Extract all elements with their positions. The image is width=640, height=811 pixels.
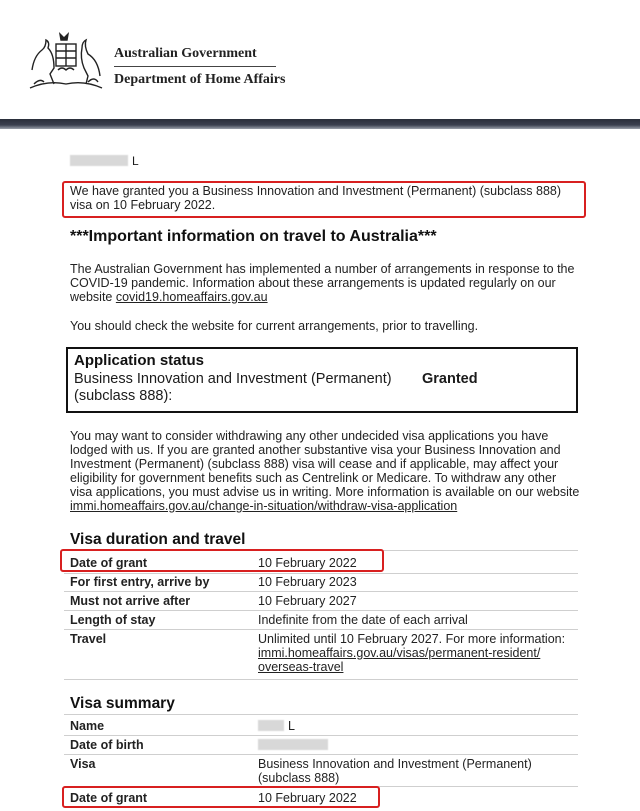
row-value: 10 February 2022: [258, 556, 357, 570]
row-label: For first entry, arrive by: [70, 575, 210, 589]
row-rule: [64, 610, 578, 611]
row-value: 10 February 2023: [258, 575, 357, 589]
row-label: Visa: [70, 757, 96, 771]
row-rule: [64, 629, 578, 630]
summary-heading: Visa summary: [70, 695, 175, 712]
row-value: Business Innovation and Investment (Permanent) (subclass 888): [258, 757, 532, 785]
travel-link[interactable]: immi.homeaffairs.gov.au/visas/permanent-resident/ overseas-travel: [258, 646, 541, 674]
covid-paragraph: [70, 262, 580, 304]
row-rule: [64, 573, 578, 574]
header-band: [0, 119, 640, 129]
travel-text: Unlimited until 10 February 2027. For more information:: [258, 632, 566, 646]
row-value: [258, 632, 573, 674]
row-value: 10 February 2027: [258, 594, 357, 608]
duration-heading: Visa duration and travel: [70, 531, 246, 548]
summary-rule: [64, 714, 578, 715]
covid-text: The Australian Government has implemented a number of arrangements in response to the COVID-19 pandemic. Information about these arrangements is updated regularly on our website: [70, 262, 575, 304]
row-value: [258, 719, 578, 733]
application-status-box: [66, 347, 578, 413]
row-label: Date of birth: [70, 738, 144, 752]
government-name: Australian Government: [114, 46, 257, 61]
row-value: Indefinite from the date of each arrival: [258, 613, 468, 627]
header-divider: [114, 66, 276, 67]
highlight-summary-grant: [62, 786, 380, 808]
row-rule: [64, 735, 578, 736]
row-value: 10 February 2022: [258, 791, 357, 805]
grant-notice: We have granted you a Business Innovation and Investment (Permanent) (subclass 888) visa on 10 February 2022.: [70, 184, 562, 212]
covid-link[interactable]: covid19.homeaffairs.gov.au: [115, 290, 268, 304]
row-label: Date of grant: [70, 791, 148, 805]
row-label: Date of grant: [70, 556, 148, 570]
coat-of-arms-icon: [28, 30, 104, 96]
redacted-name: [258, 720, 284, 731]
row-label: Name: [70, 719, 105, 733]
addressee-initial: L: [132, 154, 139, 168]
redacted-name: [70, 155, 128, 166]
withdraw-link[interactable]: immi.homeaffairs.gov.au/change-in-situation/withdraw-visa-application: [70, 499, 458, 513]
letter-header: [0, 0, 640, 120]
row-rule: [64, 679, 578, 680]
withdraw-paragraph: [70, 429, 580, 513]
addressee: [70, 154, 139, 168]
highlight-duration-grant: [60, 549, 384, 572]
row-rule: [64, 754, 578, 755]
status-value: Granted: [422, 371, 478, 387]
row-label: Length of stay: [70, 613, 156, 627]
travel-heading: ***Important information on travel to Australia***: [70, 228, 437, 245]
row-label: Travel: [70, 632, 107, 646]
redacted-dob: [258, 739, 328, 750]
row-rule: [64, 591, 578, 592]
withdraw-text: You may want to consider withdrawing any other undecided visa applications you have lodged with us. If you are granted another substantive visa your Business Innovation and Investment (Permanent) (subclass 888) visa will cease and if applicable, may affect your eligibility for government benefits such as Centrelink or Medicare. To withdraw any other visa applications, you must advise us in writing. More information is available on our website: [70, 429, 580, 499]
check-website-paragraph: You should check the website for current arrangements, prior to travelling.: [70, 319, 479, 333]
highlight-grant-notice: [62, 181, 586, 218]
department-name: Department of Home Affairs: [114, 72, 286, 87]
application-status-title: Application status: [74, 352, 205, 369]
status-visa-name: Business Innovation and Investment (Permanent) (subclass 888):: [74, 371, 392, 404]
row-label: Must not arrive after: [70, 594, 191, 608]
row-value: [258, 738, 578, 752]
summary-name-initial: L: [288, 719, 295, 733]
